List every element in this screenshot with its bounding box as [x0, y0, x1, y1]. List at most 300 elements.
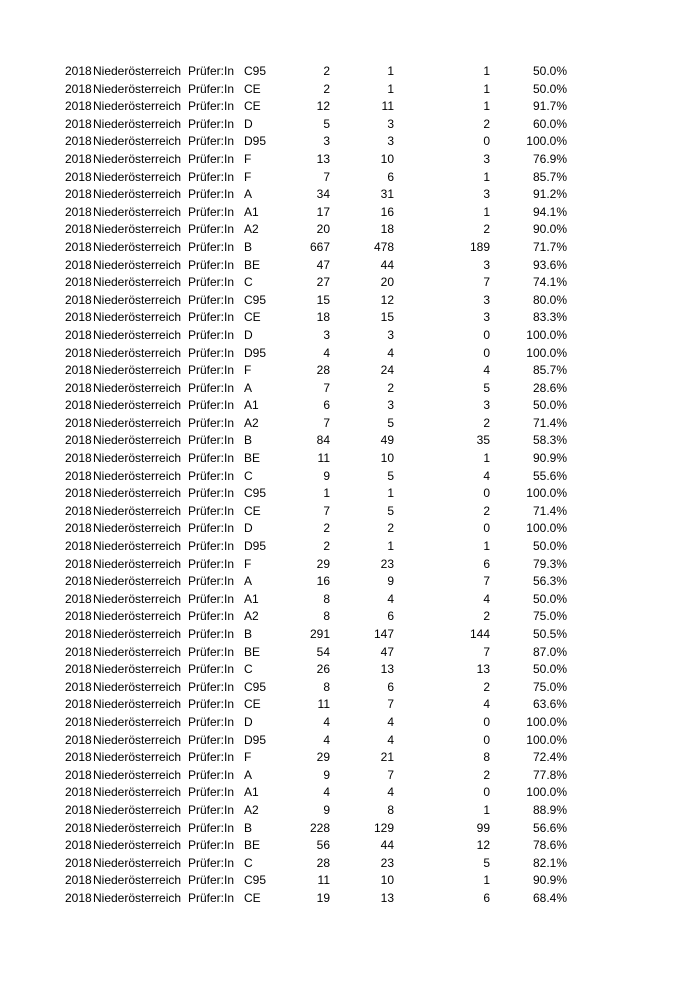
license-class-cell: CE [244, 890, 261, 905]
year-cell: 2018 [65, 609, 92, 624]
license-class-cell: C95 [244, 873, 267, 888]
region-cell: Niederösterreich [93, 609, 182, 624]
region-cell: Niederösterreich [93, 187, 182, 202]
role-cell: Prüfer:In [188, 222, 235, 237]
pass-rate-cell: 91.7% [532, 99, 567, 114]
failed-cell: 5 [483, 855, 490, 870]
table-row [0, 81, 700, 99]
passed-cell: 7 [387, 767, 394, 782]
passed-cell: 3 [387, 116, 394, 131]
role-cell: Prüfer:In [188, 169, 235, 184]
table-row [0, 450, 700, 468]
pass-rate-cell: 71.4% [532, 415, 567, 430]
table-row [0, 345, 700, 363]
passed-cell: 1 [387, 486, 394, 501]
year-cell: 2018 [65, 873, 92, 888]
total-cell: 29 [316, 750, 330, 765]
role-cell: Prüfer:In [188, 486, 235, 501]
table-row [0, 820, 700, 838]
total-cell: 7 [323, 503, 330, 518]
region-cell: Niederösterreich [93, 468, 182, 483]
passed-cell: 2 [387, 380, 394, 395]
region-cell: Niederösterreich [93, 574, 182, 589]
total-cell: 2 [323, 539, 330, 554]
role-cell: Prüfer:In [188, 644, 235, 659]
failed-cell: 0 [483, 785, 490, 800]
region-cell: Niederösterreich [93, 81, 182, 96]
role-cell: Prüfer:In [188, 556, 235, 571]
failed-cell: 1 [483, 204, 490, 219]
table-row [0, 837, 700, 855]
table-row [0, 855, 700, 873]
region-cell: Niederösterreich [93, 697, 182, 712]
pass-rate-cell: 50.0% [532, 539, 567, 554]
role-cell: Prüfer:In [188, 574, 235, 589]
total-cell: 9 [323, 802, 330, 817]
license-class-cell: A [244, 767, 253, 782]
license-class-cell: A1 [244, 591, 259, 606]
total-cell: 11 [317, 873, 330, 888]
region-cell: Niederösterreich [93, 820, 182, 835]
total-cell: 5 [323, 116, 330, 131]
region-cell: Niederösterreich [93, 64, 182, 78]
year-cell: 2018 [65, 64, 92, 78]
region-cell: Niederösterreich [93, 838, 182, 853]
role-cell: Prüfer:In [188, 890, 235, 905]
total-cell: 54 [316, 644, 330, 659]
failed-cell: 1 [483, 81, 490, 96]
region-cell: Niederösterreich [93, 714, 182, 729]
passed-cell: 478 [373, 239, 394, 254]
license-class-cell: F [244, 363, 252, 378]
region-cell: Niederösterreich [93, 204, 182, 219]
year-cell: 2018 [65, 398, 92, 413]
year-cell: 2018 [65, 539, 92, 554]
table-row [0, 204, 700, 222]
pass-rate-cell: 75.0% [532, 609, 567, 624]
passed-cell: 18 [380, 222, 394, 237]
total-cell: 18 [316, 310, 330, 325]
total-cell: 13 [316, 151, 330, 166]
table-row [0, 696, 700, 714]
passed-cell: 1 [387, 81, 394, 96]
role-cell: Prüfer:In [188, 275, 235, 290]
table-row [0, 644, 700, 662]
total-cell: 2 [323, 64, 330, 78]
total-cell: 19 [316, 890, 330, 905]
failed-cell: 13 [476, 662, 490, 677]
table-row [0, 732, 700, 750]
total-cell: 34 [316, 187, 330, 202]
year-cell: 2018 [65, 222, 92, 237]
failed-cell: 4 [483, 697, 490, 712]
pass-rate-cell: 100.0% [526, 714, 567, 729]
role-cell: Prüfer:In [188, 239, 235, 254]
license-class-cell: B [244, 627, 253, 641]
year-cell: 2018 [65, 116, 92, 131]
table-row [0, 362, 700, 380]
license-class-cell: CE [244, 310, 261, 325]
role-cell: Prüfer:In [188, 714, 235, 729]
year-cell: 2018 [65, 855, 92, 870]
passed-cell: 5 [387, 503, 394, 518]
year-cell: 2018 [65, 714, 92, 729]
year-cell: 2018 [65, 310, 92, 325]
license-class-cell: BE [244, 257, 261, 272]
region-cell: Niederösterreich [93, 750, 182, 765]
region-cell: Niederösterreich [93, 310, 182, 325]
pass-rate-cell: 100.0% [526, 785, 567, 800]
year-cell: 2018 [65, 697, 92, 712]
pass-rate-cell: 80.0% [532, 292, 567, 307]
pass-rate-cell: 91.2% [532, 187, 567, 202]
passed-cell: 3 [387, 134, 394, 149]
year-cell: 2018 [65, 732, 92, 747]
role-cell: Prüfer:In [188, 257, 235, 272]
passed-cell: 5 [387, 468, 394, 483]
total-cell: 4 [323, 785, 330, 800]
role-cell: Prüfer:In [188, 539, 235, 554]
failed-cell: 1 [483, 539, 490, 554]
failed-cell: 0 [483, 714, 490, 729]
license-class-cell: A [244, 574, 253, 589]
region-cell: Niederösterreich [93, 169, 182, 184]
license-class-cell: D [244, 116, 253, 131]
table-row [0, 503, 700, 521]
passed-cell: 44 [380, 838, 394, 853]
license-class-cell: C95 [244, 64, 267, 78]
failed-cell: 3 [483, 292, 490, 307]
total-cell: 3 [323, 134, 330, 149]
pass-rate-cell: 71.7% [532, 239, 567, 254]
year-cell: 2018 [65, 890, 92, 905]
passed-cell: 3 [387, 398, 394, 413]
total-cell: 28 [316, 855, 330, 870]
total-cell: 4 [323, 345, 330, 360]
total-cell: 28 [316, 363, 330, 378]
year-cell: 2018 [65, 802, 92, 817]
pass-rate-cell: 90.9% [532, 873, 567, 888]
table-row [0, 767, 700, 785]
region-cell: Niederösterreich [93, 486, 182, 501]
passed-cell: 11 [381, 99, 394, 114]
license-class-cell: A2 [244, 222, 259, 237]
failed-cell: 2 [483, 415, 490, 430]
pass-rate-cell: 93.6% [532, 257, 567, 272]
region-cell: Niederösterreich [93, 644, 182, 659]
role-cell: Prüfer:In [188, 609, 235, 624]
total-cell: 4 [323, 714, 330, 729]
failed-cell: 6 [483, 556, 490, 571]
passed-cell: 10 [380, 873, 394, 888]
pass-rate-cell: 75.0% [532, 679, 567, 694]
license-class-cell: D95 [244, 134, 267, 149]
license-class-cell: B [244, 820, 253, 835]
total-cell: 7 [323, 380, 330, 395]
year-cell: 2018 [65, 187, 92, 202]
year-cell: 2018 [65, 151, 92, 166]
license-class-cell: C [244, 855, 253, 870]
failed-cell: 1 [483, 451, 490, 466]
table-row [0, 468, 700, 486]
passed-cell: 44 [380, 257, 394, 272]
year-cell: 2018 [65, 486, 92, 501]
role-cell: Prüfer:In [188, 732, 235, 747]
table-row [0, 802, 700, 820]
pass-rate-cell: 88.9% [532, 802, 567, 817]
pass-rate-cell: 85.7% [532, 363, 567, 378]
license-class-cell: D [244, 521, 253, 536]
license-class-cell: C [244, 468, 253, 483]
license-class-cell: B [244, 239, 253, 254]
pass-rate-cell: 74.1% [532, 275, 567, 290]
role-cell: Prüfer:In [188, 433, 235, 448]
region-cell: Niederösterreich [93, 451, 182, 466]
role-cell: Prüfer:In [188, 380, 235, 395]
role-cell: Prüfer:In [188, 521, 235, 536]
passed-cell: 31 [380, 187, 394, 202]
failed-cell: 4 [483, 591, 490, 606]
total-cell: 8 [323, 591, 330, 606]
failed-cell: 1 [483, 802, 490, 817]
pass-rate-cell: 68.4% [532, 890, 567, 905]
total-cell: 3 [323, 327, 330, 342]
failed-cell: 2 [483, 222, 490, 237]
role-cell: Prüfer:In [188, 855, 235, 870]
total-cell: 16 [316, 574, 330, 589]
role-cell: Prüfer:In [188, 820, 235, 835]
table-row [0, 415, 700, 433]
pass-rate-cell: 50.0% [532, 81, 567, 96]
pass-rate-cell: 76.9% [532, 151, 567, 166]
license-class-cell: A [244, 187, 253, 202]
region-cell: Niederösterreich [93, 679, 182, 694]
license-class-cell: A1 [244, 204, 259, 219]
year-cell: 2018 [65, 363, 92, 378]
license-class-cell: B [244, 433, 253, 448]
license-class-cell: C95 [244, 292, 267, 307]
passed-cell: 6 [387, 609, 394, 624]
role-cell: Prüfer:In [188, 204, 235, 219]
year-cell: 2018 [65, 627, 92, 641]
passed-cell: 9 [387, 574, 394, 589]
role-cell: Prüfer:In [188, 187, 235, 202]
pass-rate-cell: 100.0% [526, 345, 567, 360]
role-cell: Prüfer:In [188, 591, 235, 606]
table-row [0, 872, 700, 890]
year-cell: 2018 [65, 134, 92, 149]
table-row [0, 169, 700, 187]
failed-cell: 7 [483, 574, 490, 589]
license-class-cell: CE [244, 697, 261, 712]
passed-cell: 7 [387, 697, 394, 712]
role-cell: Prüfer:In [188, 785, 235, 800]
total-cell: 6 [323, 398, 330, 413]
license-class-cell: CE [244, 99, 261, 114]
year-cell: 2018 [65, 591, 92, 606]
table-row [0, 221, 700, 239]
license-class-cell: F [244, 750, 252, 765]
license-class-cell: F [244, 556, 252, 571]
year-cell: 2018 [65, 838, 92, 853]
year-cell: 2018 [65, 345, 92, 360]
year-cell: 2018 [65, 574, 92, 589]
license-class-cell: C [244, 275, 253, 290]
license-class-cell: BE [244, 838, 261, 853]
role-cell: Prüfer:In [188, 292, 235, 307]
failed-cell: 3 [483, 151, 490, 166]
license-class-cell: A2 [244, 802, 259, 817]
year-cell: 2018 [65, 169, 92, 184]
table-row [0, 556, 700, 574]
failed-cell: 3 [483, 310, 490, 325]
total-cell: 7 [323, 169, 330, 184]
table-row [0, 520, 700, 538]
pass-rate-cell: 82.1% [532, 855, 567, 870]
pass-rate-cell: 60.0% [532, 116, 567, 131]
year-cell: 2018 [65, 679, 92, 694]
passed-cell: 8 [387, 802, 394, 817]
role-cell: Prüfer:In [188, 345, 235, 360]
total-cell: 15 [316, 292, 330, 307]
total-cell: 17 [316, 204, 330, 219]
total-cell: 56 [316, 838, 330, 853]
passed-cell: 13 [380, 662, 394, 677]
license-class-cell: CE [244, 503, 261, 518]
pass-rate-cell: 100.0% [526, 521, 567, 536]
failed-cell: 0 [483, 134, 490, 149]
pass-rate-cell: 58.3% [532, 433, 567, 448]
table-row [0, 679, 700, 697]
region-cell: Niederösterreich [93, 855, 182, 870]
table-row [0, 292, 700, 310]
license-class-cell: A2 [244, 609, 259, 624]
passed-cell: 1 [387, 64, 394, 78]
license-class-cell: C95 [244, 679, 267, 694]
role-cell: Prüfer:In [188, 451, 235, 466]
license-class-cell: D95 [244, 539, 267, 554]
table-row [0, 591, 700, 609]
year-cell: 2018 [65, 785, 92, 800]
role-cell: Prüfer:In [188, 363, 235, 378]
role-cell: Prüfer:In [188, 398, 235, 413]
failed-cell: 2 [483, 679, 490, 694]
total-cell: 84 [316, 433, 330, 448]
failed-cell: 4 [483, 468, 490, 483]
table-row [0, 63, 700, 81]
region-cell: Niederösterreich [93, 116, 182, 131]
table-row [0, 714, 700, 732]
license-class-cell: BE [244, 451, 261, 466]
year-cell: 2018 [65, 451, 92, 466]
role-cell: Prüfer:In [188, 679, 235, 694]
total-cell: 1 [323, 486, 330, 501]
region-cell: Niederösterreich [93, 556, 182, 571]
license-class-cell: C95 [244, 486, 267, 501]
table-row [0, 661, 700, 679]
pass-rate-cell: 56.3% [532, 574, 567, 589]
total-cell: 29 [316, 556, 330, 571]
pass-rate-cell: 50.0% [532, 591, 567, 606]
total-cell: 26 [316, 662, 330, 677]
table-row [0, 397, 700, 415]
table-row [0, 749, 700, 767]
table-row [0, 784, 700, 802]
role-cell: Prüfer:In [188, 767, 235, 782]
failed-cell: 1 [483, 64, 490, 78]
total-cell: 27 [316, 275, 330, 290]
passed-cell: 23 [380, 556, 394, 571]
region-cell: Niederösterreich [93, 767, 182, 782]
role-cell: Prüfer:In [188, 802, 235, 817]
passed-cell: 15 [380, 310, 394, 325]
pass-rate-cell: 94.1% [532, 204, 567, 219]
year-cell: 2018 [65, 662, 92, 677]
total-cell: 11 [317, 451, 330, 466]
role-cell: Prüfer:In [188, 503, 235, 518]
pass-rate-cell: 100.0% [526, 327, 567, 342]
license-class-cell: D [244, 327, 253, 342]
region-cell: Niederösterreich [93, 327, 182, 342]
year-cell: 2018 [65, 644, 92, 659]
region-cell: Niederösterreich [93, 802, 182, 817]
failed-cell: 35 [476, 433, 490, 448]
passed-cell: 21 [380, 750, 394, 765]
failed-cell: 0 [483, 732, 490, 747]
passed-cell: 5 [387, 415, 394, 430]
failed-cell: 2 [483, 767, 490, 782]
pass-rate-cell: 100.0% [526, 486, 567, 501]
region-cell: Niederösterreich [93, 398, 182, 413]
year-cell: 2018 [65, 275, 92, 290]
table-row [0, 309, 700, 327]
pass-rate-cell: 50.5% [532, 627, 567, 641]
pass-rate-cell: 100.0% [526, 134, 567, 149]
total-cell: 8 [323, 679, 330, 694]
role-cell: Prüfer:In [188, 468, 235, 483]
year-cell: 2018 [65, 556, 92, 571]
year-cell: 2018 [65, 820, 92, 835]
failed-cell: 0 [483, 486, 490, 501]
passed-cell: 147 [373, 627, 394, 641]
passed-cell: 16 [380, 204, 394, 219]
role-cell: Prüfer:In [188, 64, 235, 78]
passed-cell: 49 [380, 433, 394, 448]
year-cell: 2018 [65, 468, 92, 483]
pass-rate-cell: 100.0% [526, 732, 567, 747]
table-row [0, 239, 700, 257]
year-cell: 2018 [65, 257, 92, 272]
pass-rate-cell: 72.4% [532, 750, 567, 765]
region-cell: Niederösterreich [93, 239, 182, 254]
role-cell: Prüfer:In [188, 838, 235, 853]
year-cell: 2018 [65, 521, 92, 536]
license-class-cell: A [244, 380, 253, 395]
total-cell: 47 [316, 257, 330, 272]
year-cell: 2018 [65, 239, 92, 254]
region-cell: Niederösterreich [93, 433, 182, 448]
region-cell: Niederösterreich [93, 890, 182, 905]
region-cell: Niederösterreich [93, 521, 182, 536]
license-class-cell: CE [244, 81, 261, 96]
region-cell: Niederösterreich [93, 222, 182, 237]
table-row [0, 327, 700, 345]
pass-rate-cell: 28.6% [532, 380, 567, 395]
region-cell: Niederösterreich [93, 873, 182, 888]
license-class-cell: D95 [244, 732, 267, 747]
pass-rate-cell: 79.3% [532, 556, 567, 571]
year-cell: 2018 [65, 99, 92, 114]
